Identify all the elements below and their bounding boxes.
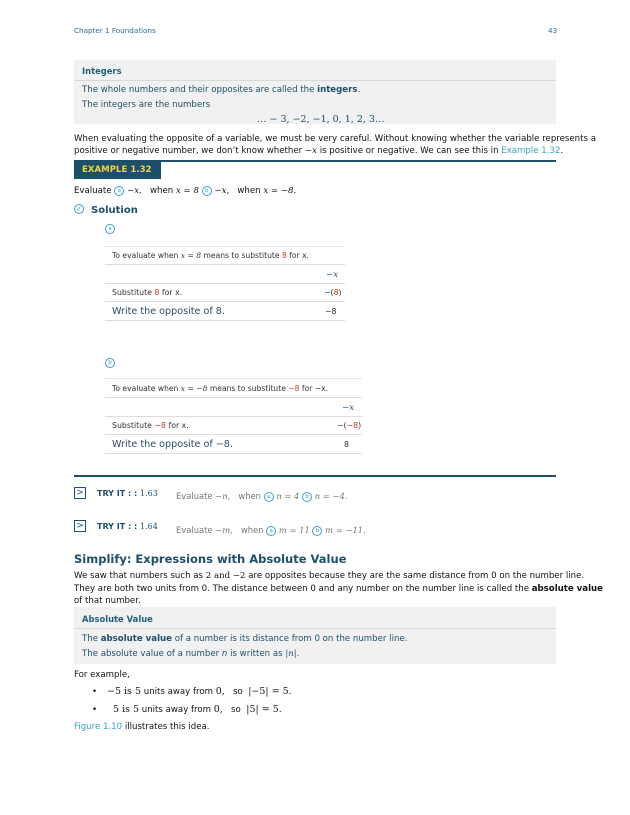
try-expr: −n, [215, 491, 231, 501]
example-badge [74, 162, 161, 179]
notation-text: The absolute value of a number [82, 649, 222, 659]
table-a-row2-label: Write the opposite of 8. [112, 306, 225, 317]
neg-x-math: −x [304, 146, 317, 156]
def-text-end: of a number is its distance from 0 on the number line. [171, 634, 408, 644]
n-variable: n [221, 649, 228, 659]
para-text-mid: is positive or negative. We can see this in [316, 146, 502, 156]
integers-def-line [82, 85, 360, 95]
row-end: for x. [165, 421, 189, 430]
def-text: The [82, 634, 101, 644]
example-link[interactable]: Example 1.32 [501, 146, 561, 156]
table-b-row2-label: Write the opposite of −8. [112, 439, 233, 450]
para-text-end: are opposites because they are the same distance from 0 on the number line. [245, 571, 585, 581]
math-a: −5 is 5 [107, 686, 142, 697]
table-a-line [105, 301, 345, 302]
val-post: ) [338, 288, 342, 297]
notation-mid: is written as [227, 649, 286, 659]
box-divider [74, 628, 556, 629]
try-expr: −m, [215, 525, 233, 535]
table-b-intro [112, 384, 328, 393]
integers-box-title: Integers [82, 66, 122, 76]
solution-heading: Solution [91, 205, 138, 216]
two-and-neg-two-math: 2 and −2 [205, 571, 246, 581]
so-word: so [231, 705, 241, 715]
try-it-text: TRY IT : : [97, 522, 138, 531]
table-a-row2-value: −8 [325, 307, 337, 316]
row-number: 8 [154, 288, 160, 297]
section-paragraph-line2 [74, 584, 603, 594]
para-text: positive or negative number, we don’t know whether [74, 146, 305, 156]
try-it-text: TRY IT : : [97, 489, 138, 498]
for-example-intro: For example, [74, 670, 130, 680]
table-a-col-head: −x [326, 270, 339, 280]
try-it-number: 1.63 [139, 489, 158, 498]
solution-check-icon: ✓ [74, 204, 84, 214]
part-b-condition: n = −4. [314, 491, 348, 501]
table-b-bottom-line [105, 453, 362, 454]
table-a-row1-value [324, 288, 342, 297]
try-it-label [97, 489, 158, 498]
row-text: Substitute [112, 288, 155, 297]
section-paragraph-line1 [74, 571, 584, 581]
intro-mid: means to substitute [207, 384, 289, 393]
part-a-condition: n = 4 [276, 491, 300, 501]
table-a-intro [112, 251, 309, 260]
integers-def-text: The whole numbers and their opposites are called the [82, 85, 318, 95]
val-pre: −( [324, 288, 334, 297]
math-c: |−5| = 5. [248, 686, 292, 697]
table-b-top-line [105, 378, 362, 379]
bullet-icon: • [92, 687, 98, 697]
when-word: when [240, 525, 264, 535]
part-b-expr: −x, [214, 186, 230, 196]
part-b-icon: b [202, 186, 212, 196]
table-b-line [105, 416, 362, 417]
part-b-condition: m = −11. [325, 525, 366, 535]
intro-number: 8 [281, 251, 287, 260]
para-end: . [560, 146, 564, 156]
when-word-b: when [237, 186, 261, 196]
try-it-expand-icon[interactable]: > [74, 520, 86, 532]
example-bullet-1 [107, 686, 292, 697]
table-b-row2-value: 8 [344, 440, 349, 449]
row-text: Substitute [112, 421, 155, 430]
val-num: 8 [333, 288, 339, 297]
math-c: |5| = 5. [246, 704, 282, 715]
example-bullet-2 [113, 704, 282, 715]
try-it-number: 1.64 [139, 522, 158, 531]
so-word: so [233, 687, 243, 697]
table-b-line [105, 397, 362, 398]
para-text: We saw that numbers such as [74, 571, 206, 581]
math-b: 0, [215, 686, 225, 697]
running-header-chapter: Chapter 1 Foundations [74, 26, 156, 35]
figure-reference-line [74, 722, 210, 732]
integers-sequence: … − 3, −2, −1, 0, 1, 2, 3… [257, 114, 385, 125]
table-a-row1-label [112, 288, 182, 297]
val-pre: −( [337, 421, 347, 430]
table-b-col-head: −x [342, 403, 355, 413]
part-a-condition: x = 8 [175, 186, 199, 196]
figure-ref-text: illustrates this idea. [122, 722, 210, 732]
absolute-value-term: absolute value [531, 584, 603, 594]
part-a-condition: m = 11 [278, 525, 310, 535]
part-b-icon: b [302, 492, 312, 502]
try-it-1-63-prompt [176, 491, 347, 502]
absolute-value-term: absolute value [100, 634, 172, 644]
intro-math: x = −8 [180, 384, 208, 393]
part-b-label-icon: b [105, 358, 115, 368]
section-heading: Simplify: Expressions with Absolute Value [74, 552, 347, 566]
absolute-value-notation-line [82, 649, 299, 659]
when-word: when [238, 491, 261, 501]
absolute-value-note-box [74, 607, 556, 664]
table-a-line [105, 264, 345, 265]
bullet-text: units away from [139, 705, 214, 715]
row-number: −8 [154, 421, 166, 430]
absolute-value-def-line [82, 634, 407, 644]
part-a-icon: a [114, 186, 124, 196]
example-bottom-rule [74, 475, 556, 477]
part-a-icon: a [266, 526, 276, 536]
figure-link[interactable]: Figure 1.10 [74, 722, 123, 732]
intro-text: To evaluate when [112, 384, 181, 393]
val-post: ) [358, 421, 362, 430]
section-paragraph-line3: of that number. [74, 596, 141, 606]
intro-mid: means to substitute [201, 251, 282, 260]
table-a-bottom-line [105, 320, 345, 321]
part-a-label-icon: a [105, 224, 115, 234]
math-b: 0, [213, 704, 223, 715]
evaluate-word: Evaluate [74, 186, 112, 196]
bullet-icon: • [92, 705, 98, 715]
abs-n-math: |n| [285, 649, 297, 659]
opposite-variable-paragraph-line1: When evaluating the opposite of a variable, we must be very careful. Without knowing whether the variable represents a [74, 134, 596, 144]
example-evaluate-line [74, 186, 296, 196]
bullet-text: units away from [141, 687, 216, 697]
table-b-row1-label [112, 421, 189, 430]
table-b-line [105, 434, 362, 435]
intro-math: x = 8 [180, 251, 202, 260]
try-it-label [97, 522, 158, 531]
intro-text: To evaluate when [112, 251, 181, 260]
integers-def-end: . [357, 85, 361, 95]
intro-end: for x. [286, 251, 309, 260]
table-a-top-line [105, 246, 345, 247]
intro-end: for −x. [299, 384, 329, 393]
para-text: They are both two units from 0. The distance between 0 and any number on the number line is called the [74, 584, 532, 594]
part-a-icon: a [264, 492, 274, 502]
table-a-line [105, 283, 345, 284]
evaluate-word: Evaluate [176, 491, 213, 501]
intro-number: −8 [288, 384, 300, 393]
integers-term: integers [317, 85, 358, 95]
when-word: when [150, 186, 174, 196]
notation-end: . [296, 649, 300, 659]
part-b-icon: b [312, 526, 322, 536]
absolute-value-box-title: Absolute Value [82, 614, 153, 624]
try-it-expand-icon[interactable]: > [74, 487, 86, 499]
example-badge-label: EXAMPLE 1.32 [82, 165, 152, 175]
integers-note-box [74, 60, 556, 124]
table-b-row1-value [337, 421, 361, 430]
try-it-1-64-prompt [176, 525, 366, 536]
box-divider [74, 80, 556, 81]
val-num: −8 [346, 421, 359, 430]
part-a-expr: −x, [127, 186, 142, 196]
part-b-condition: x = −8. [263, 186, 297, 196]
integers-are-line: The integers are the numbers [82, 100, 211, 110]
evaluate-word: Evaluate [176, 525, 213, 535]
math-a: 5 is 5 [113, 704, 140, 715]
opposite-variable-paragraph-line2 [74, 146, 563, 156]
page-number: 43 [548, 26, 558, 35]
row-end: for x. [159, 288, 183, 297]
